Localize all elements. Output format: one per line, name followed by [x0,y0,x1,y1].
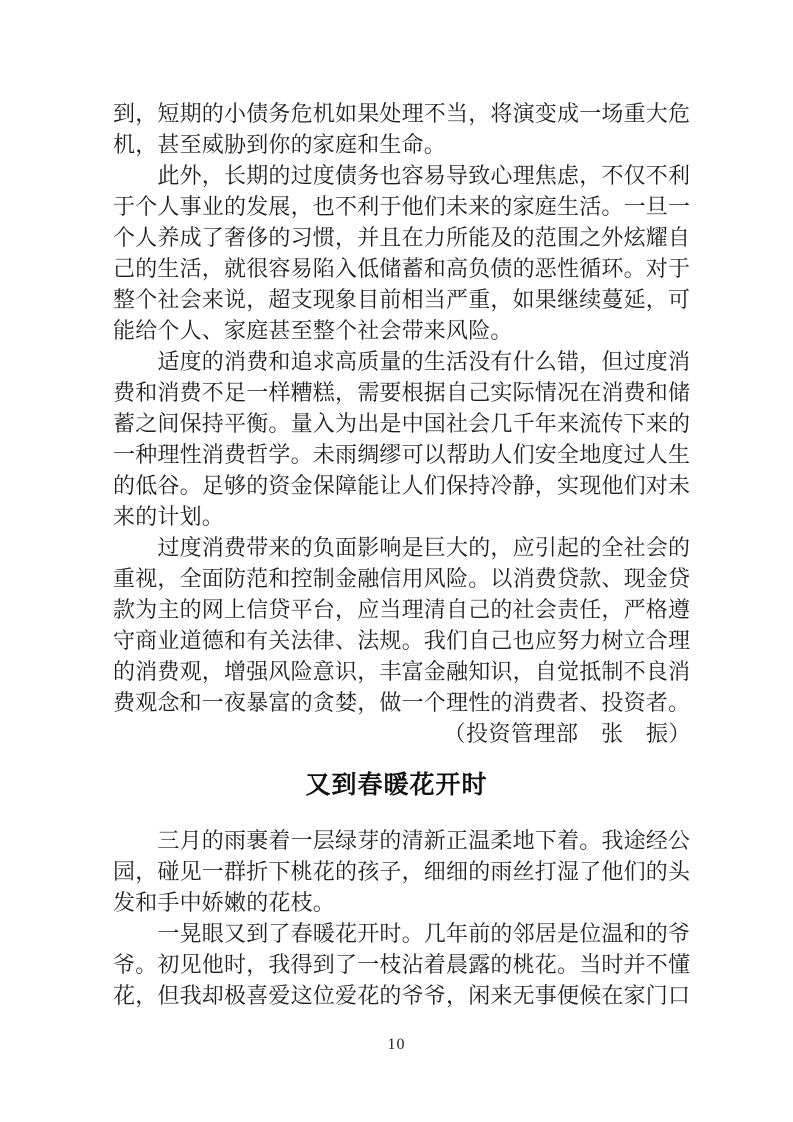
article-2-lines [113,825,691,1011]
text-line: 适度的消费和追求高质量的生活没有什么错，但过度消 [113,349,691,374]
text-line: 到，短期的小债务危机如果处理不当，将演变成一场重大危 [113,101,691,126]
text-line: 守商业道德和有关法律、法规。我们自己也应努力树立合理 [113,628,691,653]
text-line: 整个社会来说，超支现象目前相当严重，如果继续蔓延，可 [113,287,691,312]
article-2-body [113,825,691,1011]
attribution-line: （投资管理部 张 振） [443,721,691,746]
text-line: 三月的雨裹着一层绿芽的清新正温柔地下着。我途经公 [113,828,691,853]
text-line: 爷。初见他时，我得到了一枝沾着晨露的桃花。当时并不懂 [113,952,691,977]
text-line: 园，碰见一群折下桃花的孩子，细细的雨丝打湿了他们的头 [113,859,691,884]
text-line: 机，甚至威胁到你的家庭和生命。 [113,132,447,157]
text-line: 发和手中娇嫩的花枝。 [113,890,336,915]
text-line: 一晃眼又到了春暖花开时。几年前的邻居是位温和的爷 [113,921,691,946]
text-line: 此外，长期的过度债务也容易导致心理焦虑，不仅不利 [113,163,691,188]
text-line: 个人养成了奢侈的习惯，并且在力所能及的范围之外炫耀自 [113,225,691,250]
text-line: 费观念和一夜暴富的贪婪，做一个理性的消费者、投资者。 [113,690,691,715]
article-2-title: 又到春暖花开时 [305,771,488,799]
text-line: 于个人事业的发展，也不利于他们未来的家庭生活。一旦一 [113,194,691,219]
page-number: 10 [387,1036,406,1053]
text-line: 费和消费不足一样糟糕，需要根据自己实际情况在消费和储 [113,380,691,405]
text-line: 重视，全面防范和控制金融信用风险。以消费贷款、现金贷 [113,566,691,591]
page-footer [0,1036,793,1054]
text-line: 款为主的网上信贷平台，应当理清自己的社会责任，严格遵 [113,597,691,622]
text-line: 的消费观，增强风险意识，丰富金融知识，自觉抵制不良消 [113,659,691,684]
text-line: 蓄之间保持平衡。量入为出是中国社会几千年来流传下来的 [113,411,691,436]
text-line: 的低谷。足够的资金保障能让人们保持冷静，实现他们对未 [113,473,691,498]
text-line: 能给个人、家庭甚至整个社会带来风险。 [113,318,513,343]
text-line: 过度消费带来的负面影响是巨大的，应引起的全社会的 [113,535,691,560]
text-line: 己的生活，就很容易陷入低储蓄和高负债的恶性循环。对于 [113,256,691,281]
article-1-lines [113,98,691,718]
text-line: 一种理性消费哲学。未雨绸缪可以帮助人们安全地度过人生 [113,442,691,467]
article-1-body [113,98,691,749]
text-line: 花，但我却极喜爱这位爱花的爷爷，闲来无事便候在家门口 [113,983,691,1008]
text-line: 来的计划。 [113,504,225,529]
